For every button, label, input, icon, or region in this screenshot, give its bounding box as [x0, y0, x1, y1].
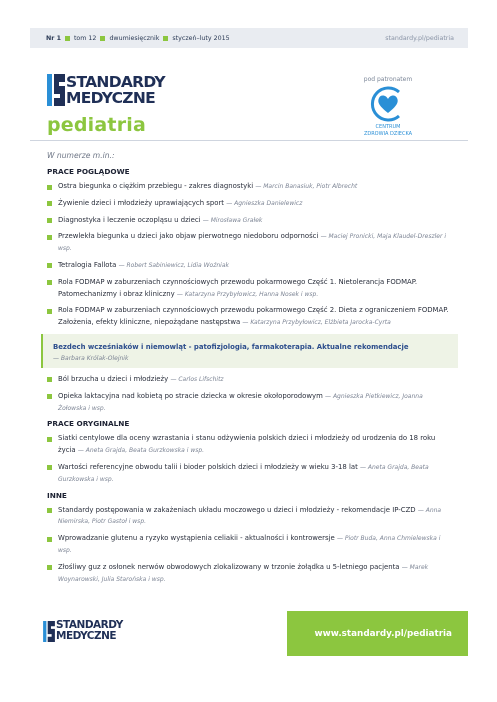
url-domain: www.standardy.pl/ [314, 628, 407, 639]
issue-number: Nr 1 [46, 34, 61, 42]
section-title: PRACE ORYGINALNE [47, 419, 130, 429]
divider [30, 140, 468, 141]
article-authors: — Robert Sabiniewicz, Lidia Woźniak [118, 261, 229, 269]
list-item[interactable] [47, 505, 452, 529]
standardy-medyczne-logo [47, 72, 197, 108]
logo-mark-icon [43, 621, 55, 642]
period: styczeń–luty 2015 [172, 34, 230, 42]
article-authors: — Marcin Banasiuk, Piotr Albrecht [255, 183, 358, 190]
article-title: Ostra biegunka o ciężkim przebiegu - zakres diagnostyki [58, 182, 254, 190]
green-square-icon [163, 36, 168, 41]
article-authors: — Anna Niemirska, Piotr Gastoł i wsp. [58, 506, 442, 526]
table-of-contents [47, 151, 452, 590]
bullet-icon [47, 218, 52, 223]
contents-intro: W numerze m.in.: [47, 151, 115, 160]
list-item[interactable] [47, 231, 452, 255]
article-authors: — Marek Woynarowski, Julia Starońska i wsp. [58, 563, 429, 583]
list-item[interactable] [47, 277, 452, 301]
article-title: Opieka laktacyjna nad kobietą po stracie dziecka w okresie okołoporodowym [58, 391, 323, 400]
green-square-icon [100, 36, 105, 41]
list-item[interactable] [47, 198, 452, 210]
footer-logo-word-2: MEDYCZNE [56, 630, 117, 642]
section-title: INNE [47, 490, 67, 500]
list-item[interactable] [47, 433, 452, 457]
list-item[interactable] [47, 374, 452, 386]
article-title: Żywienie dzieci i młodzieży uprawiających sport [58, 198, 224, 207]
footer-logo-word-1: STANDARDY [56, 619, 123, 631]
article-authors: — Aneta Grajda, Beata Gurzkowska i wsp. [58, 463, 429, 483]
list-item[interactable] [47, 260, 452, 272]
bullet-icon [47, 263, 52, 268]
section-title: PRACE POGLĄDOWE [47, 167, 130, 176]
bullet-icon [47, 565, 52, 570]
volume: tom 12 [73, 34, 97, 42]
article-title: Złośliwy guz z osłonek nerwów obwodowych zlokalizowany w trzonie żołądka u 5-letniego pacjenta [58, 562, 400, 571]
heart-logo-icon [369, 86, 407, 122]
article-authors: — Carlos Lifschitz [170, 375, 224, 383]
website-link[interactable] [287, 611, 468, 656]
article-title: Ból brzucha u dzieci i młodzieży [58, 374, 169, 383]
bullet-icon [47, 377, 52, 382]
article-authors: — Maciej Pronicki, Maja Klaudel-Dreszler i wsp. [58, 233, 447, 253]
featured-title: Bezdech wcześniaków i niemowląt - patofizjologia, farmakoterapia. Aktualne rekomendacje [53, 342, 409, 351]
article-authors: — Aneta Grajda, Beata Gurzkowska i wsp. [77, 447, 205, 455]
article-title: Diagnostyka i leczenie oczopląsu u dzieci [58, 215, 201, 224]
list-item[interactable] [47, 305, 452, 329]
green-square-icon [65, 36, 70, 41]
list-item[interactable] [47, 562, 452, 586]
article-title: Rola FODMAP w zaburzeniach czynnościowych przewodu pokarmowego Część 2. Dieta z ograniczeniem FODMAP. Założenia, efekty kliniczne, niepożądane następstwa [58, 306, 449, 327]
article-title: Siatki centylowe dla oceny wzrastania i stanu odżywienia polskich dzieci i młodzieży od urodzenia do 18 roku życia [58, 434, 436, 455]
article-title: Wprowadzanie glutenu a ryzyko wystąpienia celiakii - aktualności i kontrowersje [58, 534, 335, 543]
featured-article[interactable] [41, 334, 458, 368]
org-line-2: ZDROWIA DZIECKA [363, 130, 413, 137]
article-title: Rola FODMAP w zaburzeniach czynnościowych przewodu pokarmowego Część 1. Nietolerancja FODMAP. Patomechanizmy i obraz kliniczny [58, 277, 418, 298]
list-item[interactable] [47, 391, 452, 415]
article-authors: — Agnieszka Pietkiewicz, Joanna Żołowska i wsp. [58, 392, 423, 412]
list-item[interactable] [47, 533, 452, 557]
article-title: Tetralogia Fallota [58, 260, 117, 269]
bullet-icon [47, 235, 52, 240]
bullet-icon [47, 537, 52, 542]
bullet-icon [47, 508, 52, 513]
list-item[interactable] [47, 215, 452, 227]
patronage [356, 76, 420, 137]
issue-bar [30, 28, 468, 48]
header-url[interactable]: standardy.pl/pediatria [385, 34, 454, 42]
logo-word-1: STANDARDY [66, 73, 165, 91]
footer-logo [43, 619, 173, 643]
logo-mark-icon [47, 74, 65, 106]
frequency: dwumiesięcznik [109, 34, 160, 42]
article-authors: — Katarzyna Przybyłowicz, Elżbieta Jarocka-Cyrta [242, 319, 391, 327]
bullet-icon [47, 394, 52, 399]
org-line-1: CENTRUM [375, 124, 401, 130]
list-item[interactable] [47, 462, 452, 486]
article-authors: — Katarzyna Przybyłowicz, Hanna Nosek i wsp. [176, 290, 319, 298]
article-authors: — Agnieszka Danielewicz [226, 199, 303, 207]
bullet-icon [47, 465, 52, 470]
url-path: pediatria [406, 628, 452, 639]
list-item[interactable] [47, 181, 452, 193]
article-title: Przewlekła biegunka u dzieci jako objaw pierwotnego niedoboru odporności [58, 232, 319, 241]
article-title: Wartości referencyjne obwodu talii i bioder polskich dzieci i młodzieży w wieku 3-18 lat [58, 462, 358, 471]
featured-authors: — Barbara Królak-Olejnik [53, 355, 129, 363]
bullet-icon [47, 309, 52, 314]
patronage-label: pod patronatem [363, 76, 413, 83]
article-authors: — Piotr Buda, Anna Chmielewska i wsp. [58, 535, 441, 554]
bullet-icon [47, 437, 52, 442]
bullet-icon [47, 280, 52, 285]
journal-title: pediatria [47, 114, 147, 136]
logo-word-2: MEDYCZNE [66, 89, 155, 107]
article-authors: — Mirosława Grałek [202, 216, 263, 224]
issue-info [46, 35, 230, 42]
bullet-icon [47, 201, 52, 206]
article-title: Standardy postępowania w zakażeniach układu moczowego u dzieci i młodzieży - rekomendacje IP-CZD [58, 505, 416, 514]
bullet-icon [47, 185, 52, 190]
